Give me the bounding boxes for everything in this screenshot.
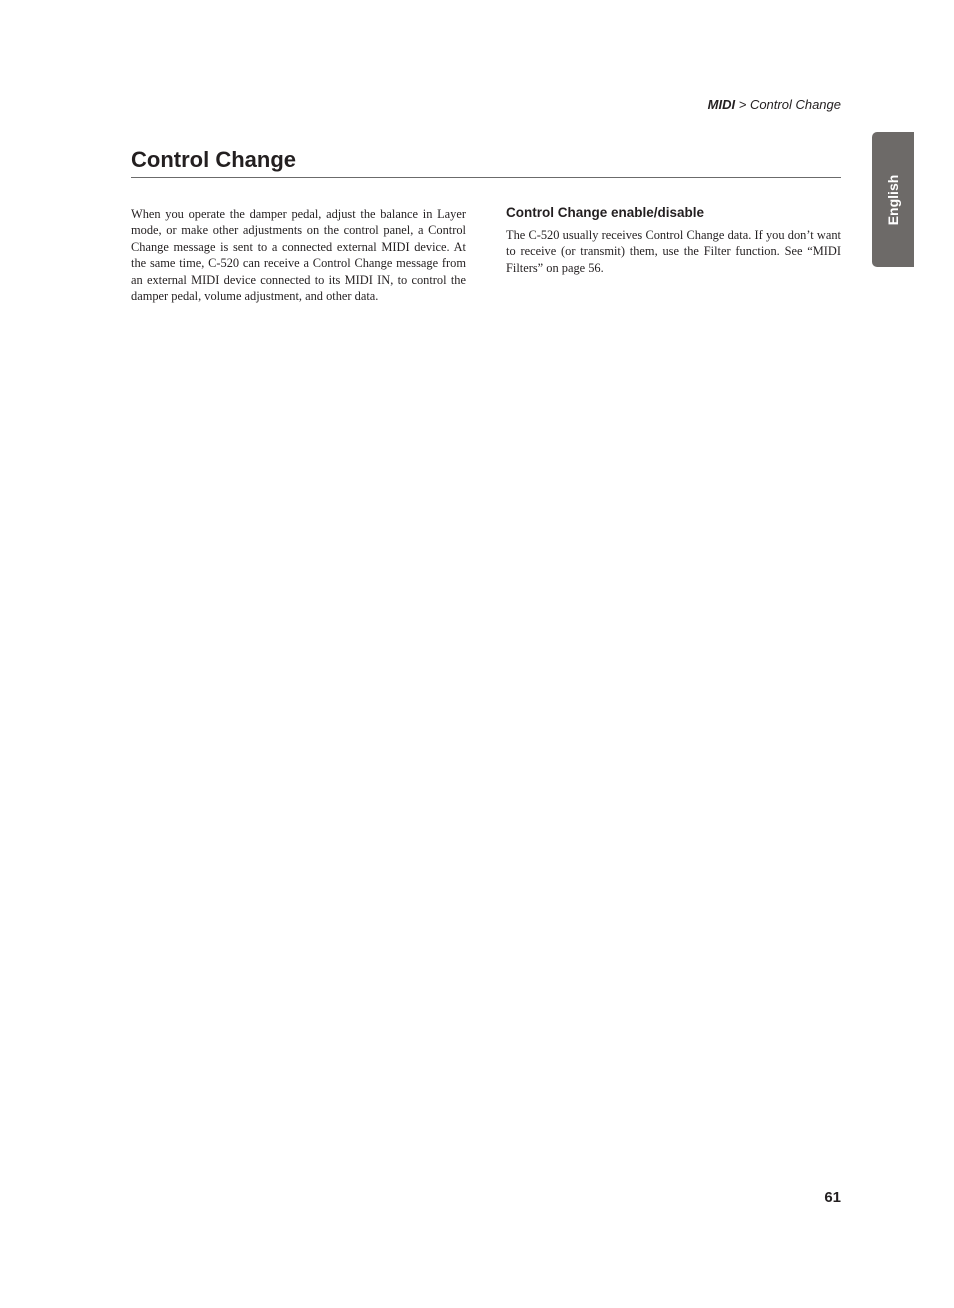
language-tab bbox=[872, 132, 914, 267]
page-title: Control Change bbox=[131, 147, 296, 172]
section-paragraph: The C-520 usually receives Control Change data. If you don’t want to receive (or transmit) them, use the Filter function. See “MIDI Filters” on page 56. bbox=[506, 228, 841, 275]
section-heading: Control Change enable/disable bbox=[506, 205, 705, 220]
page-number: 61 bbox=[824, 1189, 841, 1206]
breadcrumb-separator: > bbox=[735, 97, 750, 112]
breadcrumb-topic: Control Change bbox=[749, 97, 841, 112]
breadcrumb-section: MIDI bbox=[707, 97, 736, 112]
title-divider bbox=[131, 177, 841, 178]
breadcrumb bbox=[708, 97, 841, 112]
intro-paragraph: When you operate the damper pedal, adjust the balance in Layer mode, or make other adjustments on the control panel, a Control Change message is sent to a connected external MIDI device. At the same time, C-520 can receive a Control Change message from an external MIDI device connected to its MIDI IN, to control the damper pedal, volume adjustment, and other data. bbox=[131, 207, 466, 304]
language-tab-label: English bbox=[885, 174, 901, 225]
